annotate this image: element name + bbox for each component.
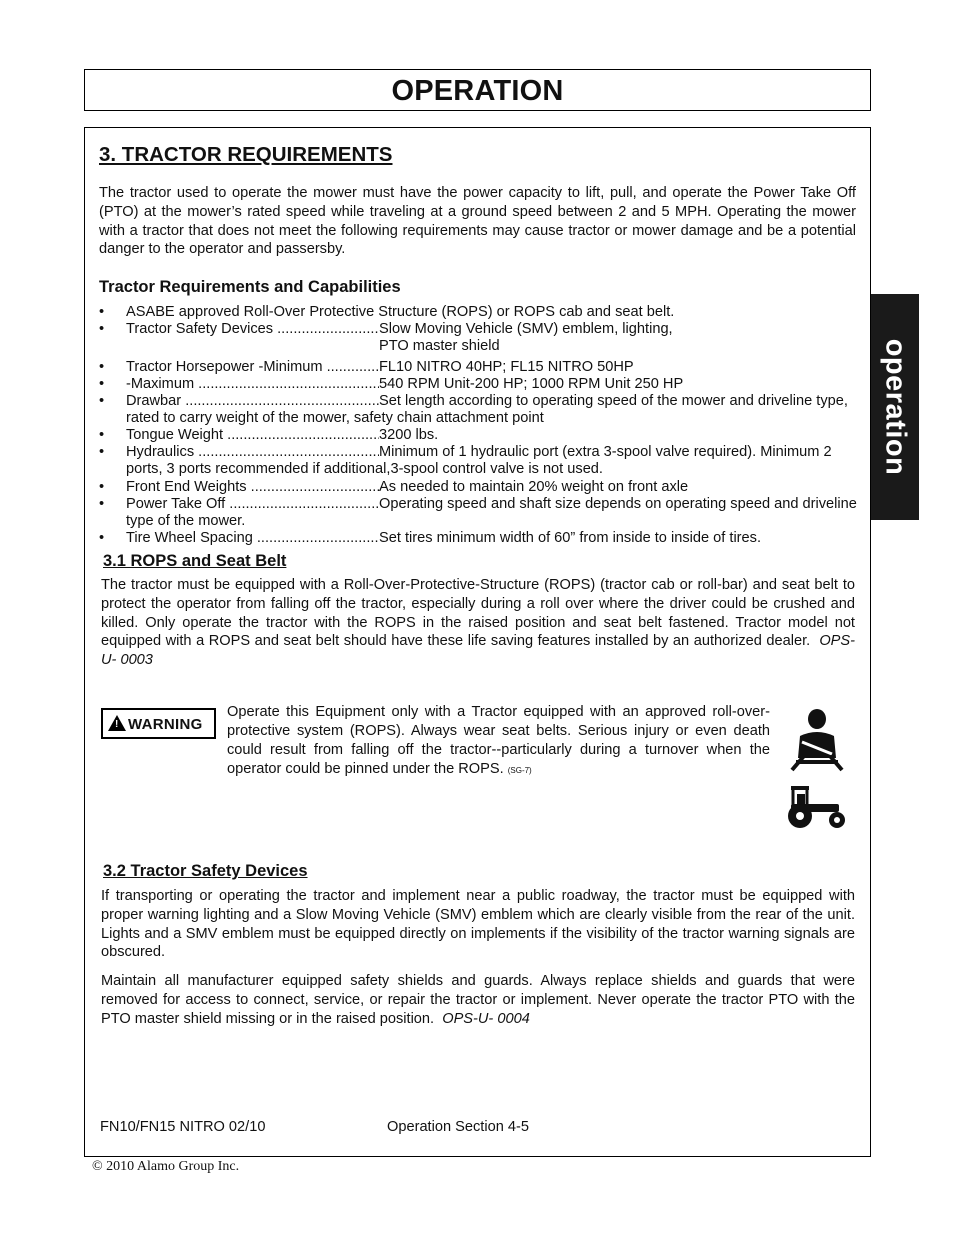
bullet: • <box>99 393 105 409</box>
rops-reference: OPS-U- 0003 <box>101 633 855 669</box>
requirements-list <box>99 304 859 321</box>
warning-message <box>227 703 770 780</box>
list-item <box>99 304 859 321</box>
bullet: • <box>99 530 105 546</box>
bullet: • <box>99 321 105 337</box>
requirement-row <box>99 530 859 547</box>
warning-text: Operate this Equipment only with a Tractor equipped with an approved roll-over-protective system (ROPS). Always wear seat belts. Serious injury or even death could result from falling off the tractor--particularly during a turnover when the operator could be pinned under the ROPS. <box>227 704 770 777</box>
list-item <box>99 359 859 376</box>
bullet: • <box>99 444 105 460</box>
requirement-row <box>99 321 859 355</box>
rops-heading: 3.1 ROPS and Seat Belt <box>103 552 287 570</box>
requirement-row <box>99 427 859 444</box>
warning-triangle-icon: ! <box>108 715 126 731</box>
requirement-value: Set length according to operating speed of the mower and driveline type, rated to carry weight of the mower, safety chain attachment point <box>126 393 848 426</box>
safety-text: Maintain all manufacturer equipped safety shields and guards. Always replace shields and guards that were removed for access to connect, service, or repair the tractor or implement. Never operate the tractor PTO with the PTO master shield missing or in the raised position. <box>101 973 855 1027</box>
side-tab-label: operation <box>879 338 911 476</box>
requirement-label: Tractor Safety Devices ..... <box>126 321 379 338</box>
bullet: • <box>99 359 105 375</box>
intro-paragraph: The tractor used to operate the mower must have the power capacity to lift, pull, and operate the Power Take Off (PTO) at the mower’s rated speed while traveling at a ground speed between 2 and 5 MPH. Operating the mower with a tractor that does not meet the following requirements may cause tractor or mower damage and be a potential danger to the operator and passersby. <box>99 185 856 258</box>
requirement-label: Tractor Horsepower -Minimum ..... <box>126 359 379 376</box>
requirement-value: Slow Moving Vehicle (SMV) emblem, lighting, <box>379 321 673 337</box>
capabilities-heading: Tractor Requirements and Capabilities <box>99 278 401 296</box>
copyright: © 2010 Alamo Group Inc. <box>92 1159 240 1174</box>
list-item <box>99 393 859 427</box>
list-item <box>99 479 859 496</box>
bullet: • <box>99 304 105 320</box>
footer-model: FN10/FN15 NITRO 02/10 <box>100 1119 266 1135</box>
requirement-label: Tire Wheel Spacing ..... <box>126 530 379 547</box>
requirement-value: FL10 NITRO 40HP; FL15 NITRO 50HP <box>379 359 634 375</box>
warning-badge <box>101 708 216 739</box>
requirement-row <box>99 376 859 393</box>
bullet: • <box>99 376 105 392</box>
requirement-row <box>99 444 859 478</box>
page-header <box>84 69 871 111</box>
requirement-row <box>99 479 859 496</box>
list-item <box>99 427 859 444</box>
footer-section: Operation Section 4-5 <box>387 1119 529 1135</box>
requirement-label: Hydraulics ..... <box>126 444 379 461</box>
page-title: OPERATION <box>391 75 564 107</box>
bullet: • <box>99 427 105 443</box>
requirement-label: Tongue Weight ..... <box>126 427 379 444</box>
list-item <box>99 321 859 355</box>
requirement-value: Minimum of 1 hydraulic port (extra 3-spool valve required). Minimum 2 ports, 3 ports recommended if additional,3-spool control valve is not used. <box>126 444 832 477</box>
requirement-value: Operating speed and shaft size depends on operating speed and driveline type of the mower. <box>126 496 857 529</box>
requirement-row <box>99 496 859 530</box>
requirement-value: 3200 lbs. <box>379 427 439 443</box>
requirement-label: Front End Weights ..... <box>126 479 379 496</box>
requirement-value: As needed to maintain 20% weight on front axle <box>379 479 689 495</box>
warning-label: WARNING <box>128 716 203 733</box>
rops-text: The tractor must be equipped with a Roll-Over-Protective-Structure (ROPS) (tractor cab or roll-bar) and seat belt to protect the operator from falling off the tractor, especially during a roll over where the driver could be crushed and killed. Only operate the tractor with the ROPS in the raised position and seat belt fastened. Tractor model not equipped with a ROPS and seat belt should have these life saving features installed by an authorized dealer. <box>101 577 855 650</box>
list-item <box>99 530 859 547</box>
requirement-label: -Maximum ..... <box>126 376 379 393</box>
requirement-label: Drawbar ..... <box>126 393 379 410</box>
safety-paragraph-1: If transporting or operating the tractor and implement near a public roadway, the tractor must be equipped with proper warning lighting and a Slow Moving Vehicle (SMV) emblem which are clearly visible from the rear of the unit. Lights and a SMV emblem must be equipped directly on implements if the visibility of the tractor warning signals are obscured. <box>101 888 855 961</box>
list-item <box>99 444 859 478</box>
requirement-value: 540 RPM Unit-200 HP; 1000 RPM Unit 250 HP <box>379 376 684 392</box>
bullet: • <box>99 496 105 512</box>
tractor-icon <box>783 784 849 830</box>
rops-paragraph <box>101 576 855 670</box>
requirement-value-cont: PTO master shield <box>379 338 500 354</box>
seatbelt-operator-icon <box>786 708 848 772</box>
bullet: • <box>99 479 105 495</box>
section-title: 3. TRACTOR REQUIREMENTS <box>99 143 393 166</box>
list-item <box>99 496 859 530</box>
safety-reference: OPS-U- 0004 <box>442 1010 530 1027</box>
requirement-text: ASABE approved Roll-Over Protective Structure (ROPS) or ROPS cab and seat belt. <box>126 304 675 320</box>
safety-devices-heading: 3.2 Tractor Safety Devices <box>103 862 308 880</box>
requirement-row <box>99 359 859 376</box>
requirement-row <box>99 393 859 427</box>
list-item <box>99 376 859 393</box>
section-side-tab <box>870 294 919 520</box>
safety-paragraph-2 <box>101 972 855 1028</box>
requirement-value: Set tires minimum width of 60” from inside to inside of tires. <box>379 530 762 546</box>
requirement-label: Power Take Off ..... <box>126 496 379 513</box>
warning-code: (SG-7) <box>507 766 532 775</box>
